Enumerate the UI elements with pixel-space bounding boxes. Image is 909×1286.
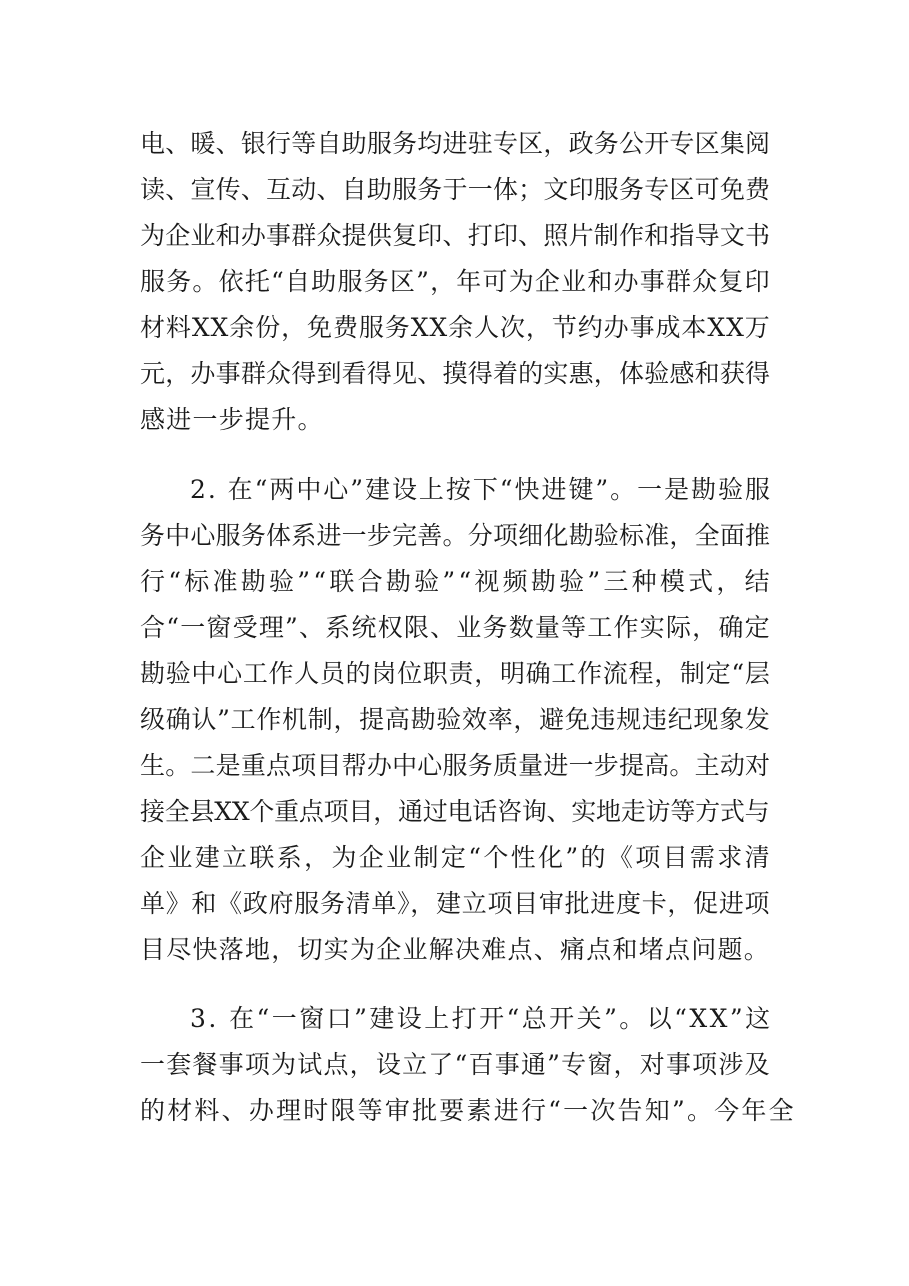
paragraph-2-line-10: 单》和《政府服务清单》，建立项目审批进度卡，促进项 bbox=[140, 889, 771, 918]
paragraph-2-line-9: 企业建立联系，为企业制定“个性化”的《项目需求清 bbox=[140, 843, 772, 872]
paragraph-2-line-6: 级确认”工作机制，提高勘验效率，避免违规违纪现象发 bbox=[140, 705, 771, 734]
paragraph-2-line-1: 2. 在“两中心”建设上按下“快进键”。一是勘验服 bbox=[190, 475, 772, 504]
paragraph-2-line-3: 行“标准勘验”“联合勘验”“视频勘验”三种模式，结 bbox=[140, 567, 773, 596]
paragraph-1-line-1: 电、暖、银行等自助服务均进驻专区，政务公开专区集阅 bbox=[140, 129, 771, 158]
paragraph-1-line-4: 服务。依托“自助服务区”，年可为企业和办事群众复印 bbox=[140, 267, 771, 296]
paragraph-1-line-5: 材料XX余份，免费服务XX余人次，节约办事成本XX万 bbox=[140, 313, 771, 342]
paragraph-3-line-2: 一套餐事项为试点，设立了“百事通”专窗，对事项涉及 bbox=[140, 1050, 771, 1079]
paragraph-2-line-8: 接全县XX个重点项目，通过电话咨询、实地走访等方式与 bbox=[140, 797, 770, 826]
paragraph-3-line-3: 的材料、办理时限等审批要素进行“一次告知”。今年全 bbox=[140, 1096, 796, 1125]
paragraph-2-line-2: 务中心服务体系进一步完善。分项细化勘验标准，全面推 bbox=[140, 521, 771, 550]
paragraph-1-line-3: 为企业和办事群众提供复印、打印、照片制作和指导文书 bbox=[140, 221, 771, 250]
paragraph-3-line-1: 3. 在“一窗口”建设上打开“总开关”。以“XX”这 bbox=[190, 1004, 773, 1033]
paragraph-1-line-6: 元，办事群众得到看得见、摸得着的实惠，体验感和获得 bbox=[140, 359, 771, 388]
paragraph-1-line-7: 感进一步提升。 bbox=[140, 405, 324, 434]
paragraph-2-line-5: 勘验中心工作人员的岗位职责，明确工作流程，制定“层 bbox=[140, 659, 771, 688]
paragraph-2-line-4: 合“一窗受理”、系统权限、业务数量等工作实际，确定 bbox=[140, 613, 771, 642]
paragraph-2-line-7: 生。二是重点项目帮办中心服务质量进一步提高。主动对 bbox=[140, 751, 771, 780]
paragraph-1-line-2: 读、宣传、互动、自助服务于一体；文印服务专区可免费 bbox=[140, 175, 771, 204]
paragraph-2-line-11: 目尽快落地，切实为企业解决难点、痛点和堵点问题。 bbox=[140, 935, 771, 964]
